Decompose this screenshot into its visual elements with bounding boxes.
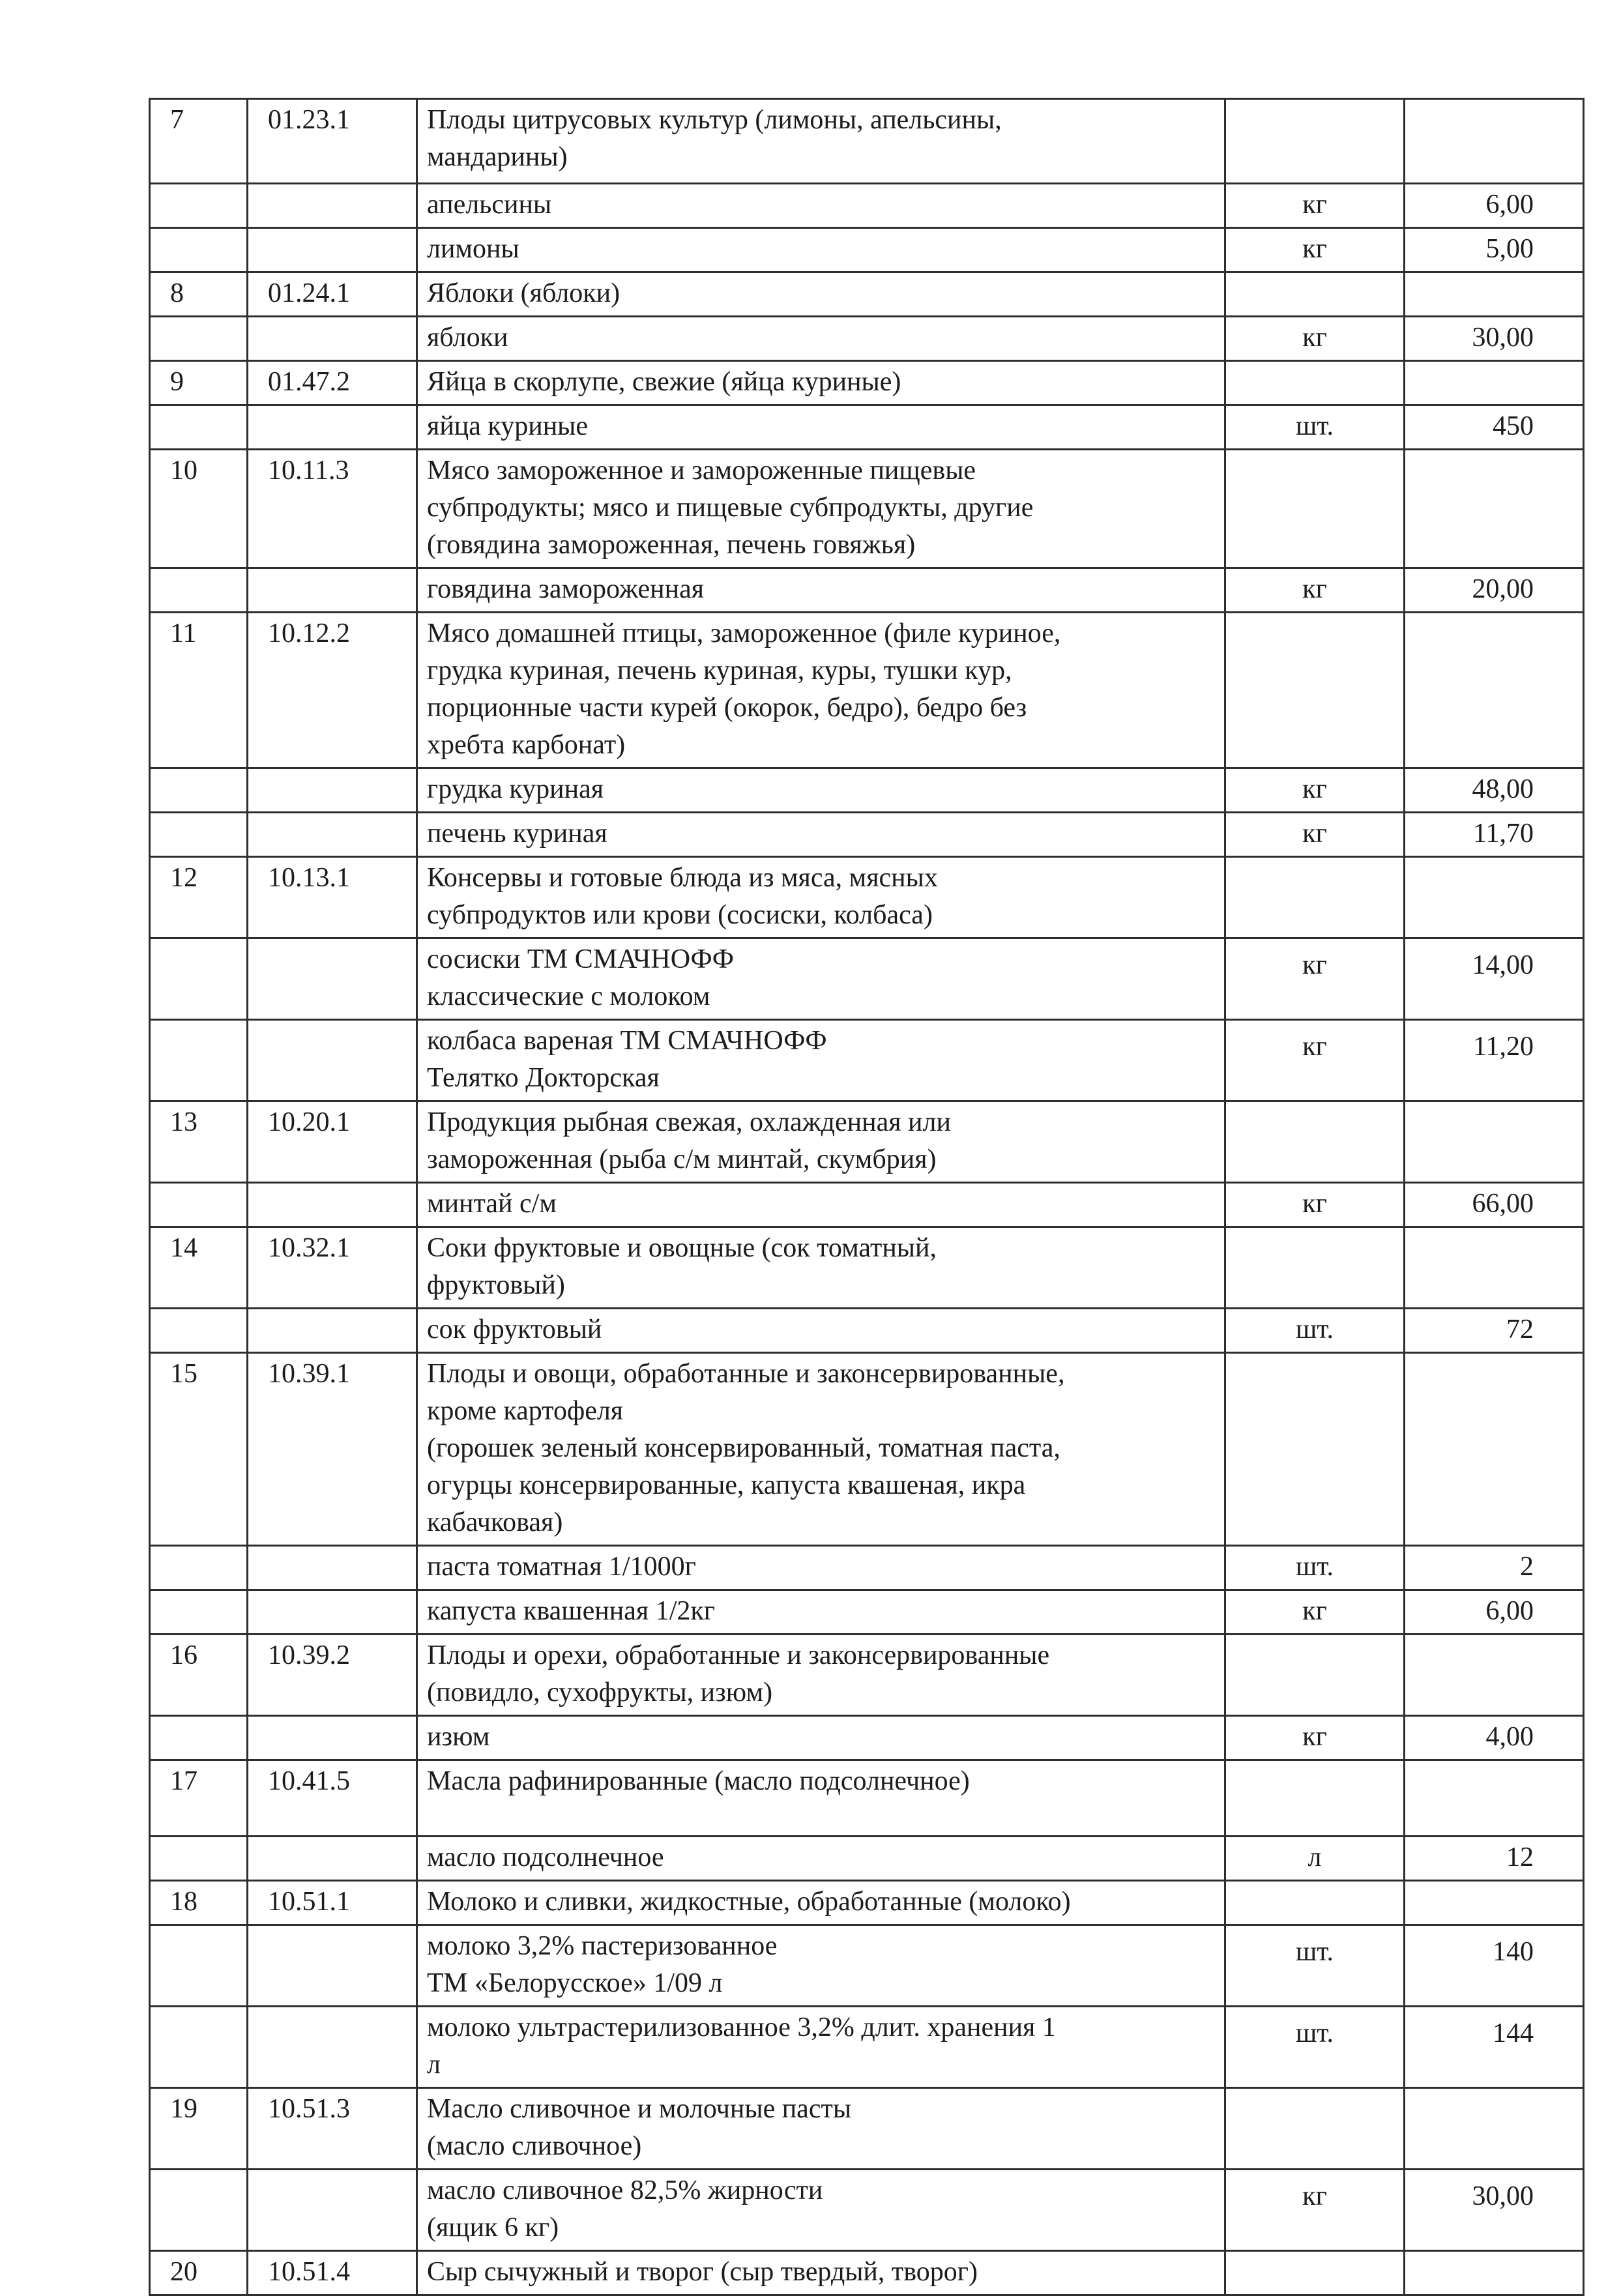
- quantity-cell: [1405, 1881, 1584, 1925]
- table-row: [150, 768, 1584, 813]
- quantity-cell: 11,20: [1405, 1020, 1584, 1101]
- quantity-cell: 66,00: [1405, 1183, 1584, 1227]
- product-code: [248, 568, 417, 613]
- unit-cell: кг: [1225, 768, 1405, 813]
- quantity-cell: [1405, 1353, 1584, 1546]
- product-name: Плоды и овощи, обработанные и законсервированные, кроме картофеля (горошек зеленый консервированный, томатная паста, огурцы консервированные, капуста квашеная, икра кабачковая): [417, 1353, 1225, 1546]
- row-number: 10: [150, 450, 248, 568]
- product-name: грудка куриная: [417, 768, 1225, 813]
- unit-cell: [1225, 450, 1405, 568]
- quantity-cell: 5,00: [1405, 228, 1584, 272]
- quantity-cell: 144: [1405, 2007, 1584, 2088]
- product-code: [248, 317, 417, 361]
- table-row: [150, 1020, 1584, 1101]
- product-name: молоко 3,2% пастеризованное ТМ «Белорусское» 1/09 л: [417, 1925, 1225, 2007]
- product-code: 10.12.2: [248, 613, 417, 768]
- product-name: Молоко и сливки, жидкостные, обработанные (молоко): [417, 1881, 1225, 1925]
- quantity-cell: 450: [1405, 405, 1584, 450]
- row-number: [150, 1925, 248, 2007]
- product-code: 10.39.1: [248, 1353, 417, 1546]
- table-row: [150, 938, 1584, 1020]
- product-name: яйца куриные: [417, 405, 1225, 450]
- quantity-cell: 30,00: [1405, 2170, 1584, 2251]
- row-number: [150, 768, 248, 813]
- product-code: [248, 938, 417, 1020]
- unit-cell: кг: [1225, 1716, 1405, 1760]
- product-name: Масла рафинированные (масло подсолнечное): [417, 1760, 1225, 1837]
- quantity-cell: 14,00: [1405, 938, 1584, 1020]
- product-code: [248, 1309, 417, 1353]
- table-row: [150, 813, 1584, 857]
- unit-cell: кг: [1225, 568, 1405, 613]
- product-name: паста томатная 1/1000г: [417, 1546, 1225, 1590]
- row-number: [150, 938, 248, 1020]
- table-row: [150, 184, 1584, 228]
- quantity-cell: [1405, 613, 1584, 768]
- table-row: [150, 272, 1584, 317]
- quantity-cell: 12: [1405, 1837, 1584, 1881]
- table-row: [150, 405, 1584, 450]
- row-number: 17: [150, 1760, 248, 1837]
- unit-cell: шт.: [1225, 1925, 1405, 2007]
- table-body: [150, 99, 1584, 2295]
- product-code: 10.20.1: [248, 1101, 417, 1183]
- table-row: [150, 1716, 1584, 1760]
- unit-cell: кг: [1225, 1020, 1405, 1101]
- unit-cell: [1225, 272, 1405, 317]
- unit-cell: кг: [1225, 813, 1405, 857]
- row-number: [150, 317, 248, 361]
- product-name: сок фруктовый: [417, 1309, 1225, 1353]
- quantity-cell: [1405, 857, 1584, 938]
- product-name: колбаса вареная ТМ СМАЧНОФФ Телятко Докторская: [417, 1020, 1225, 1101]
- table-row: [150, 1590, 1584, 1635]
- row-number: [150, 568, 248, 613]
- unit-cell: кг: [1225, 938, 1405, 1020]
- row-number: [150, 405, 248, 450]
- table-row: [150, 1546, 1584, 1590]
- unit-cell: кг: [1225, 2170, 1405, 2251]
- product-name: говядина замороженная: [417, 568, 1225, 613]
- unit-cell: [1225, 1760, 1405, 1837]
- row-number: [150, 1590, 248, 1635]
- product-code: 10.39.2: [248, 1635, 417, 1716]
- quantity-cell: 30,00: [1405, 317, 1584, 361]
- row-number: 13: [150, 1101, 248, 1183]
- unit-cell: кг: [1225, 1590, 1405, 1635]
- quantity-cell: [1405, 2251, 1584, 2295]
- quantity-cell: [1405, 1760, 1584, 1837]
- quantity-cell: [1405, 272, 1584, 317]
- row-number: [150, 1183, 248, 1227]
- product-code: [248, 405, 417, 450]
- product-name: яблоки: [417, 317, 1225, 361]
- table-row: [150, 1309, 1584, 1353]
- table-row: [150, 2170, 1584, 2251]
- table-row: [150, 613, 1584, 768]
- product-code: [248, 184, 417, 228]
- unit-cell: кг: [1225, 184, 1405, 228]
- quantity-cell: 6,00: [1405, 184, 1584, 228]
- unit-cell: [1225, 1881, 1405, 1925]
- row-number: [150, 228, 248, 272]
- table-row: [150, 1925, 1584, 2007]
- quantity-cell: 2: [1405, 1546, 1584, 1590]
- product-code: 10.51.3: [248, 2088, 417, 2170]
- table-row: [150, 1881, 1584, 1925]
- row-number: 14: [150, 1227, 248, 1309]
- procurement-table: [149, 98, 1584, 2296]
- product-code: 10.41.5: [248, 1760, 417, 1837]
- unit-cell: шт.: [1225, 405, 1405, 450]
- row-number: [150, 2170, 248, 2251]
- product-name: изюм: [417, 1716, 1225, 1760]
- row-number: [150, 184, 248, 228]
- product-name: Сыр сычужный и творог (сыр твердый, творог): [417, 2251, 1225, 2295]
- row-number: [150, 1716, 248, 1760]
- product-code: [248, 1716, 417, 1760]
- product-name: минтай с/м: [417, 1183, 1225, 1227]
- table-row: [150, 450, 1584, 568]
- product-name: печень куриная: [417, 813, 1225, 857]
- unit-cell: шт.: [1225, 1546, 1405, 1590]
- table-row: [150, 1837, 1584, 1881]
- product-code: [248, 1546, 417, 1590]
- unit-cell: кг: [1225, 228, 1405, 272]
- row-number: 8: [150, 272, 248, 317]
- unit-cell: л: [1225, 1837, 1405, 1881]
- product-code: [248, 813, 417, 857]
- table-row: [150, 99, 1584, 184]
- product-name: Мясо домашней птицы, замороженное (филе куриное, грудка куриная, печень куриная, куры, тушки кур, порционные части курей (окорок, бедро), бедро без хребта карбонат): [417, 613, 1225, 768]
- unit-cell: [1225, 361, 1405, 405]
- quantity-cell: [1405, 1101, 1584, 1183]
- product-code: [248, 1020, 417, 1101]
- product-name: Плоды цитрусовых культур (лимоны, апельсины, мандарины): [417, 99, 1225, 184]
- product-code: 01.24.1: [248, 272, 417, 317]
- row-number: 11: [150, 613, 248, 768]
- quantity-cell: [1405, 450, 1584, 568]
- row-number: [150, 1837, 248, 1881]
- quantity-cell: 140: [1405, 1925, 1584, 2007]
- row-number: [150, 1309, 248, 1353]
- row-number: [150, 1020, 248, 1101]
- product-code: 10.32.1: [248, 1227, 417, 1309]
- product-name: Плоды и орехи, обработанные и законсервированные (повидло, сухофрукты, изюм): [417, 1635, 1225, 1716]
- product-code: [248, 1925, 417, 2007]
- product-code: [248, 1183, 417, 1227]
- unit-cell: шт.: [1225, 1309, 1405, 1353]
- quantity-cell: [1405, 1635, 1584, 1716]
- product-name: лимоны: [417, 228, 1225, 272]
- unit-cell: кг: [1225, 317, 1405, 361]
- table-row: [150, 1227, 1584, 1309]
- unit-cell: [1225, 99, 1405, 184]
- table-row: [150, 228, 1584, 272]
- product-code: 10.13.1: [248, 857, 417, 938]
- product-code: [248, 768, 417, 813]
- row-number: 19: [150, 2088, 248, 2170]
- product-name: Консервы и готовые блюда из мяса, мясных субпродуктов или крови (сосиски, колбаса): [417, 857, 1225, 938]
- quantity-cell: 4,00: [1405, 1716, 1584, 1760]
- product-code: [248, 1837, 417, 1881]
- product-code: [248, 2007, 417, 2088]
- quantity-cell: [1405, 2088, 1584, 2170]
- product-name: Мясо замороженное и замороженные пищевые субпродукты; мясо и пищевые субпродукты, другие (говядина замороженная, печень говяжья): [417, 450, 1225, 568]
- unit-cell: [1225, 1635, 1405, 1716]
- product-code: 01.47.2: [248, 361, 417, 405]
- row-number: 18: [150, 1881, 248, 1925]
- product-name: молоко ультрастерилизованное 3,2% длит. хранения 1 л: [417, 2007, 1225, 2088]
- row-number: [150, 2007, 248, 2088]
- unit-cell: [1225, 2251, 1405, 2295]
- table-row: [150, 2007, 1584, 2088]
- product-code: [248, 1590, 417, 1635]
- product-name: Соки фруктовые и овощные (сок томатный, фруктовый): [417, 1227, 1225, 1309]
- table-row: [150, 1101, 1584, 1183]
- product-name: Яблоки (яблоки): [417, 272, 1225, 317]
- unit-cell: [1225, 613, 1405, 768]
- product-code: 10.51.4: [248, 2251, 417, 2295]
- product-name: сосиски ТМ СМАЧНОФФ классические с молоком: [417, 938, 1225, 1020]
- product-name: масло сливочное 82,5% жирности (ящик 6 кг): [417, 2170, 1225, 2251]
- unit-cell: [1225, 1101, 1405, 1183]
- quantity-cell: 48,00: [1405, 768, 1584, 813]
- unit-cell: [1225, 857, 1405, 938]
- table-row: [150, 317, 1584, 361]
- table-row: [150, 568, 1584, 613]
- product-code: [248, 2170, 417, 2251]
- quantity-cell: 72: [1405, 1309, 1584, 1353]
- row-number: 12: [150, 857, 248, 938]
- product-code: [248, 228, 417, 272]
- table-row: [150, 2251, 1584, 2295]
- quantity-cell: [1405, 99, 1584, 184]
- unit-cell: [1225, 2088, 1405, 2170]
- product-name: Масло сливочное и молочные пасты (масло сливочное): [417, 2088, 1225, 2170]
- unit-cell: шт.: [1225, 2007, 1405, 2088]
- row-number: 7: [150, 99, 248, 184]
- product-name: Яйца в скорлупе, свежие (яйца куриные): [417, 361, 1225, 405]
- table-row: [150, 1353, 1584, 1546]
- table-row: [150, 2088, 1584, 2170]
- quantity-cell: 20,00: [1405, 568, 1584, 613]
- row-number: [150, 1546, 248, 1590]
- table-row: [150, 1183, 1584, 1227]
- unit-cell: [1225, 1227, 1405, 1309]
- table-row: [150, 1635, 1584, 1716]
- product-code: 10.51.1: [248, 1881, 417, 1925]
- product-name: масло подсолнечное: [417, 1837, 1225, 1881]
- quantity-cell: 11,70: [1405, 813, 1584, 857]
- table-row: [150, 361, 1584, 405]
- unit-cell: [1225, 1353, 1405, 1546]
- table-row: [150, 1760, 1584, 1837]
- quantity-cell: [1405, 361, 1584, 405]
- quantity-cell: 6,00: [1405, 1590, 1584, 1635]
- quantity-cell: [1405, 1227, 1584, 1309]
- product-name: капуста квашенная 1/2кг: [417, 1590, 1225, 1635]
- row-number: 20: [150, 2251, 248, 2295]
- table-row: [150, 857, 1584, 938]
- unit-cell: кг: [1225, 1183, 1405, 1227]
- product-name: апельсины: [417, 184, 1225, 228]
- row-number: 16: [150, 1635, 248, 1716]
- product-name: Продукция рыбная свежая, охлажденная или замороженная (рыба с/м минтай, скумбрия): [417, 1101, 1225, 1183]
- product-code: 10.11.3: [248, 450, 417, 568]
- row-number: 9: [150, 361, 248, 405]
- row-number: 15: [150, 1353, 248, 1546]
- row-number: [150, 813, 248, 857]
- product-code: 01.23.1: [248, 99, 417, 184]
